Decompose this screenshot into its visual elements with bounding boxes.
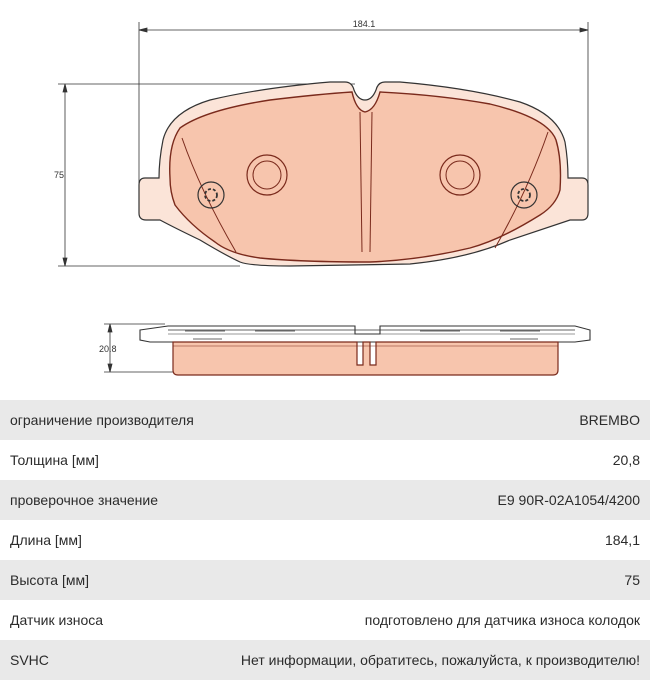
thickness-dimension-label: 20.8 <box>99 344 117 354</box>
spec-label: Толщина [мм] <box>10 452 99 468</box>
pad-front-view <box>139 82 588 266</box>
spec-label: Датчик износа <box>10 612 104 628</box>
spec-row-test-mark <box>0 480 650 520</box>
side-friction-material <box>173 342 558 375</box>
spec-value: подготовлено для датчика износа колодок <box>364 612 640 628</box>
length-dimension-label: 184.1 <box>352 19 376 29</box>
spec-label: ограничение производителя <box>10 412 194 428</box>
spec-row-manufacturer <box>0 400 650 440</box>
spec-row-thickness <box>0 440 650 480</box>
spec-label: проверочное значение <box>10 492 159 508</box>
spec-row-svhc <box>0 640 650 680</box>
spec-value: E9 90R-02A1054/4200 <box>497 492 640 508</box>
spec-table <box>0 400 650 680</box>
pad-side-view <box>140 326 590 375</box>
height-dimension-label: 75 <box>54 170 65 180</box>
spec-label: Длина [мм] <box>10 532 82 548</box>
spec-value: 20,8 <box>612 452 640 468</box>
spec-row-length <box>0 520 650 560</box>
spec-value: 75 <box>624 572 640 588</box>
spec-row-height <box>0 560 650 600</box>
spec-label: Высота [мм] <box>10 572 89 588</box>
spec-row-wear-sensor <box>0 600 650 640</box>
spec-value: 184,1 <box>604 532 640 548</box>
spec-value: BREMBO <box>579 412 640 428</box>
spec-label: SVHC <box>10 652 49 668</box>
spec-value: Нет информации, обратитесь, пожалуйста, к производителю! <box>240 652 640 668</box>
